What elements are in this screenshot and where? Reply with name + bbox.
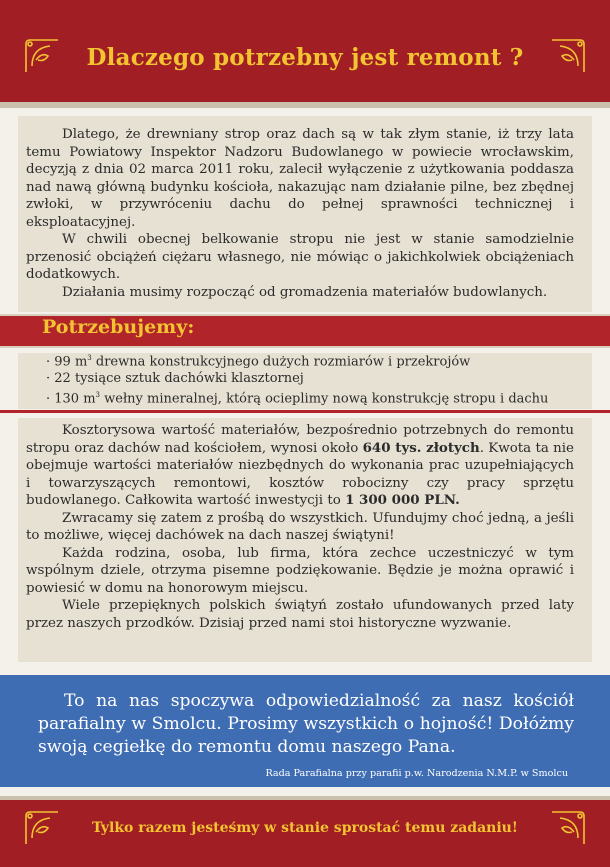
header-strip xyxy=(0,102,610,108)
needs-band-rule xyxy=(0,346,610,348)
needs-title: Potrzebujemy: xyxy=(42,316,195,338)
cost-paragraph: Każda rodzina, osoba, lub firma, która zechce uczestniczyć w tym wspólnym dziele, otrzyma pisemne podziękowanie. Będzie je można oprawić i powiesić w domu na honorowym miejscu. xyxy=(26,545,574,596)
footer-slogan: Tylko razem jesteśmy w stanie sprostać temu zadaniu! xyxy=(92,820,518,836)
footer-strip xyxy=(0,796,610,800)
cost-paragraph: Kosztorysowa wartość materiałów, bezpośrednio potrzebnych do remontu stropu oraz dachów nad kościołem, wynosi około 640 tys. złotych. Kwota ta nie obejmuje wartości materiałów niezbędnych do wykonania prac uzupełniających i towarzyszących remontowi, kosztów robocizny czy pracy sprzętu budowlanego. Całkowita wartość inwestycji to 1 300 000 PLN. xyxy=(26,423,574,508)
cost-text xyxy=(26,422,574,632)
page-title: Dlaczego potrzebny jest remont ? xyxy=(86,44,524,71)
cost-paragraph: Wiele przepięknych polskich świątyń zostało ufundowanych przed laty przez naszych przodków. Dzisiaj przed nami stoi historyczne wyzwanie. xyxy=(26,598,574,631)
appeal-text: To na nas spoczywa odpowiedzialność za nasz kościół parafialny w Smolcu. Prosimy wszystkich o hojność! Dołóżmy swoją cegiełkę do remontu domu naszego Pana. xyxy=(38,691,574,757)
intro-paragraph: Działania musimy rozpocząć od gromadzenia materiałów budowlanych. xyxy=(62,284,548,300)
intro-paragraph: W chwili obecnej belkowanie stropu nie jest w stanie samodzielnie przenosić obciążeń ciężaru własnego, nie mówiąc o jakichkolwiek obciążeniach dodatkowych. xyxy=(26,232,574,282)
list-item: · 99 $m^3$ drewna konstrukcyjnego dużych rozmiarów i przekrojów xyxy=(46,354,471,370)
needs-list xyxy=(46,350,548,408)
intro-text xyxy=(26,126,574,301)
total-amount: 1 300 000 PLN. xyxy=(345,492,460,508)
cost-paragraph: Zwracamy się zatem z prośbą do wszystkich. Ufundujmy choć jedną, a jeśli to możliwe, więcej dachówek na dach naszej świątyni! xyxy=(26,510,574,543)
cost-amount: 640 tys. złotych xyxy=(362,439,480,456)
list-item: · 22 tysiące sztuk dachówki klasztornej xyxy=(46,370,304,386)
section-divider xyxy=(0,410,610,413)
list-item: · 130 $m^3$ wełny mineralnej, którą ocieplimy nową konstrukcję stropu i dachu xyxy=(46,391,549,407)
signature: Rada Parafialna przy parafii p.w. Narodzenia N.M.P. w Smolcu xyxy=(265,768,568,779)
intro-paragraph: Dlatego, że drewniany strop oraz dach są w tak złym stanie, iż trzy lata temu Powiatowy Inspektor Nadzoru Budowlanego w powiecie wrocławskim, decyzją z dnia 02 marca 2011 roku, zalecił wyłączenie z użytkowania poddasza nad nawą główną budynku kościoła, nakazując nam działanie pilne, bez zbędnej zwłoki, w przywróceniu dachu do pełnej sprawności technicznej i eksploatacyjnej. xyxy=(26,127,574,230)
